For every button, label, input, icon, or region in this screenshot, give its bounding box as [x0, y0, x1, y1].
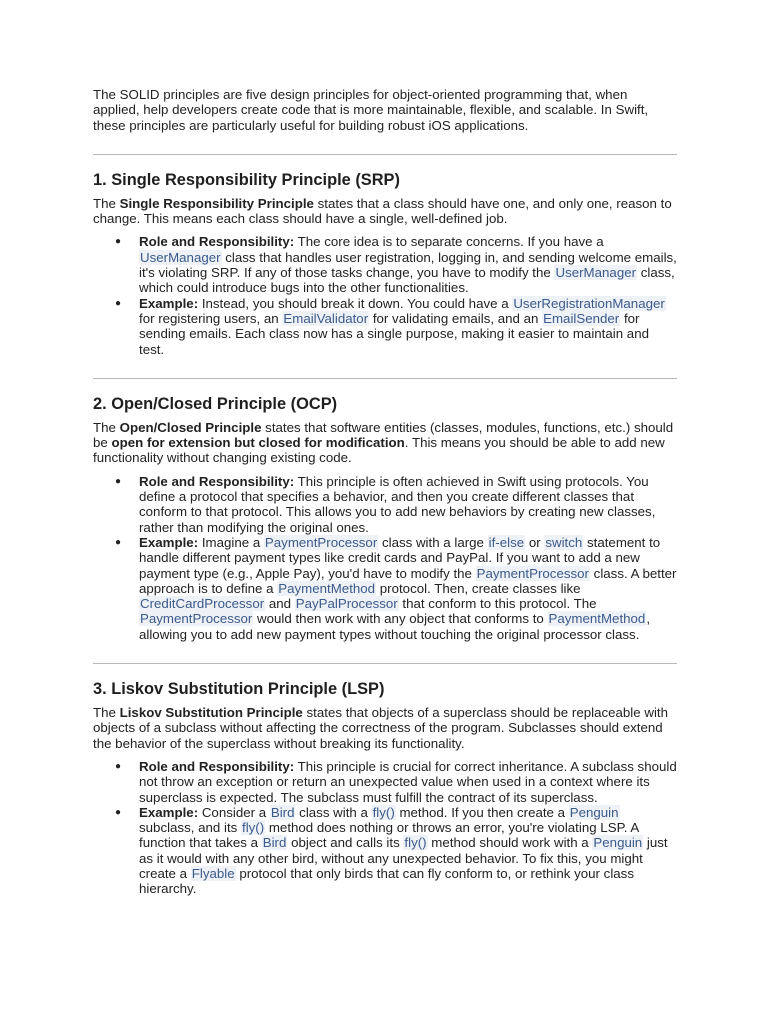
text-run: This principle is crucial for correct inheritance. A subclass should not throw an exception or return an unexpected value when used in a context where its superclass is expected. The subclass must fulfill the contract of its superclass.: [139, 758, 677, 805]
text-run: method should work with a: [427, 835, 593, 851]
bold-term: Liskov Substitution Principle: [119, 705, 303, 721]
inline-code: PaymentProcessor: [140, 611, 253, 627]
section-lead: [93, 705, 677, 751]
bold-term: Role and Responsibility:: [139, 234, 295, 250]
text-run: for validating emails, and an: [369, 310, 543, 326]
inline-code: CreditCardProcessor: [140, 596, 265, 612]
list-item: [93, 296, 677, 357]
text-run: protocol that only birds that can fly conform to, or rethink your class hierarchy.: [139, 865, 634, 897]
bullet-list: [93, 474, 677, 642]
section-title: 3. Liskov Substitution Principle (LSP): [93, 680, 385, 699]
text-run: and: [265, 596, 295, 612]
inline-code: PaymentMethod: [548, 611, 646, 627]
bold-term: Open/Closed Principle: [119, 419, 262, 435]
bullet-list: [93, 759, 677, 897]
inline-code: PaymentProcessor: [264, 534, 378, 550]
bold-term: Example:: [139, 804, 199, 820]
text-run: subclass, and its: [139, 820, 241, 836]
bold-term: Single Responsibility Principle: [119, 195, 314, 211]
document-content: [93, 87, 677, 897]
text-run: The: [93, 705, 120, 721]
section-lead: [93, 196, 677, 227]
text-run: statement to handle different payment types like credit cards and PayPal. If you want to add a new payment type (e.g., Apple Pay), you'd have to modify the: [139, 534, 661, 581]
bold-term: Role and Responsibility:: [139, 758, 295, 774]
inline-code: if-else: [488, 534, 525, 550]
bullet-list: [93, 234, 677, 356]
inline-code: Bird: [262, 835, 287, 851]
inline-code: EmailValidator: [283, 310, 369, 326]
section-srp: [93, 170, 677, 357]
text-run: The core idea is to separate concerns. If you have a: [294, 234, 604, 250]
intro-paragraph: The SOLID principles are five design principles for object-oriented programming that, when applied, help developers create code that is more maintainable, flexible, and scalable. In Swift, these principles are particularly useful for building robust iOS applications.: [93, 87, 649, 133]
inline-code: UserManager: [555, 265, 637, 281]
bold-term: Role and Responsibility:: [139, 473, 295, 489]
text-run: class with a: [295, 804, 372, 820]
inline-code: PaymentProcessor: [476, 565, 589, 581]
inline-code: fly(): [242, 820, 265, 836]
text-run: protocol. Then, create classes like: [376, 580, 581, 596]
inline-code: Bird: [270, 804, 295, 820]
bold-term: Example:: [139, 534, 199, 550]
section-title: 1. Single Responsibility Principle (SRP): [93, 170, 400, 189]
section-lsp: [93, 679, 677, 897]
list-item: [93, 535, 677, 642]
bold-term: Example:: [139, 295, 199, 311]
text-run: method does nothing or throws an error, you're violating LSP. A function that takes a: [139, 820, 639, 851]
text-run: class, which could introduce bugs into the other functionalities.: [139, 265, 675, 296]
inline-code: PayPalProcessor: [295, 596, 398, 612]
text-run: states that objects of a superclass should be replaceable with objects of a subclass without affecting the correctness of the program. Subclasses should extend the behavior of the superclass without breaking its functionality.: [93, 705, 668, 751]
inline-code: Penguin: [593, 835, 643, 851]
inline-code: fly(): [404, 835, 427, 851]
text-run: class with a large: [378, 534, 488, 550]
list-item: [93, 805, 677, 897]
text-run: for sending emails. Each class now has a single purpose, making it easier to maintain and test.: [139, 310, 649, 357]
inline-code: PaymentMethod: [278, 580, 376, 596]
text-run: that conform to this protocol. The: [398, 596, 597, 612]
text-run: This principle is often achieved in Swift using protocols. You define a protocol that specifies a behavior, and then you create different classes that conform to that protocol. This allows you to add new behaviors by creating new classes, rather than modifying the original ones.: [139, 473, 656, 535]
list-item: [93, 234, 677, 295]
text-run: would then work with any object that conforms to: [253, 611, 548, 627]
inline-code: UserRegistrationManager: [513, 295, 665, 311]
text-run: or: [525, 534, 545, 550]
text-run: The: [93, 195, 120, 211]
text-run: method. If you then create a: [395, 804, 569, 820]
text-run: Imagine a: [198, 534, 264, 550]
inline-code: UserManager: [140, 249, 221, 265]
section-title: 2. Open/Closed Principle (OCP): [93, 394, 338, 413]
text-run: Instead, you should break it down. You could have a: [198, 295, 513, 311]
bold-term: open for extension but closed for modification: [111, 435, 405, 451]
inline-code: fly(): [372, 804, 395, 820]
section-lead: [93, 420, 677, 466]
inline-code: switch: [545, 534, 583, 550]
inline-code: Penguin: [569, 804, 619, 820]
inline-code: EmailSender: [543, 310, 620, 326]
text-run: . This means you should be able to add new functionality without changing existing code.: [93, 435, 665, 466]
list-item: [93, 759, 677, 805]
text-run: , allowing you to add new payment types without touching the original processor class.: [139, 611, 651, 642]
text-run: just as it would with any other bird, without any unexpected behavior. To fix this, you might create a: [139, 835, 668, 881]
text-run: states that a class should have one, and only one, reason to change. This means each class should have a single, well-defined job.: [93, 195, 672, 227]
text-run: The: [93, 419, 120, 435]
list-item: [93, 474, 677, 535]
section-ocp: [93, 394, 677, 642]
text-run: class that handles user registration, logging in, and sending welcome emails, it's violating SRP. If any of those tasks change, you have to modify the: [139, 249, 677, 281]
text-run: Consider a: [198, 804, 270, 820]
text-run: class. A better approach is to define a: [139, 565, 677, 596]
text-run: object and calls its: [287, 835, 404, 851]
inline-code: Flyable: [191, 865, 235, 881]
text-run: states that software entities (classes, modules, functions, etc.) should be: [93, 419, 674, 451]
text-run: for registering users, an: [139, 310, 283, 326]
